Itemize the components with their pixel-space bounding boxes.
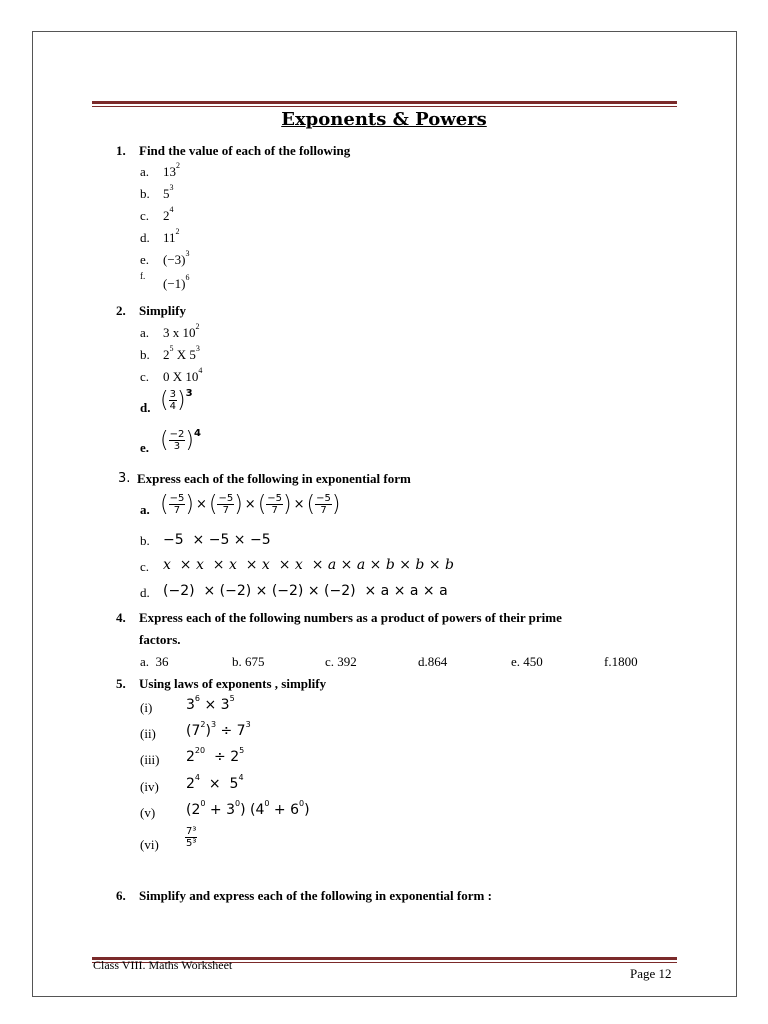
q4-number: 4. bbox=[116, 610, 126, 625]
q3-a-value: ( $\frac{-5}{7}$ ) ×( $\frac{-5}{7}$ ) ×( $\frac{-5}{7}$ ) ×( $\frac{-5}{7}$ ) bbox=[160, 492, 341, 517]
q4-item-d: d.864 bbox=[418, 654, 448, 669]
q5-number: 5. bbox=[116, 676, 126, 691]
q1-c-value: $2^4$ bbox=[163, 205, 174, 223]
footer-page-number: Page 12 bbox=[630, 966, 672, 981]
q3-d-value: (−2) × (−2) × (−2) × (−2) × a × a × a bbox=[163, 583, 448, 599]
q5-iii-label: (iii) bbox=[140, 752, 160, 767]
q1-number: 1. bbox=[116, 143, 126, 158]
q1-b-value: $5^3$ bbox=[163, 183, 174, 201]
q1-d-label: d. bbox=[140, 230, 150, 245]
q4-item-b: b. 675 bbox=[232, 654, 265, 669]
q2-text: Simplify bbox=[139, 303, 186, 318]
q5-iv-value: $2^4 \times 5^4$ bbox=[186, 773, 244, 792]
q6-number: 6. bbox=[116, 888, 126, 903]
q3-c-value: x × x × x × x × x × a × a × b × b × b bbox=[163, 557, 454, 573]
q1-f-label: f. bbox=[140, 271, 146, 281]
q1-e-value: $(-3)^3$ bbox=[163, 249, 190, 267]
q6-text: Simplify and express each of the following in exponential form : bbox=[139, 888, 492, 903]
q2-c-label: c. bbox=[140, 369, 150, 384]
q1-a-value: $13^2$ bbox=[163, 161, 180, 179]
q5-iii-value: $2^{20} \div 2^5$ bbox=[186, 746, 245, 765]
q1-f-value: $(-1)^6$ bbox=[163, 273, 190, 291]
q2-e-label: e. bbox=[140, 440, 150, 455]
q3-b-label: b. bbox=[140, 533, 150, 548]
q4-text-line2: factors. bbox=[139, 632, 181, 647]
q5-i-value: $3^6 \times 3^5$ bbox=[186, 694, 235, 713]
header-rule-thin bbox=[92, 106, 677, 107]
q5-text: Using laws of exponents , simplify bbox=[139, 676, 327, 691]
q3-d-label: d. bbox=[140, 585, 150, 600]
q3-c-label: c. bbox=[140, 559, 150, 574]
q4-item-f: f.1800 bbox=[604, 654, 638, 669]
q1-b-label: b. bbox=[140, 186, 150, 201]
page-border bbox=[32, 31, 737, 997]
q2-e-value: ( $\frac{-2}{3}$ )$^4$ bbox=[160, 428, 201, 453]
q2-d-label: d. bbox=[140, 400, 151, 415]
q4-item-e: e. 450 bbox=[511, 654, 543, 669]
q1-c-label: c. bbox=[140, 208, 150, 223]
header-rule bbox=[92, 101, 677, 104]
q1-e-label: e. bbox=[140, 252, 150, 267]
q4-item-a: a. 36 bbox=[140, 654, 169, 669]
q5-ii-label: (ii) bbox=[140, 726, 156, 741]
q3-text: Express each of the following in exponential form bbox=[137, 471, 411, 486]
q2-d-value: ( $\frac{3}{4}$ )$^3$ bbox=[160, 388, 193, 413]
q4-text-line1: Express each of the following numbers as a product of powers of their prime bbox=[139, 610, 562, 625]
q2-b-label: b. bbox=[140, 347, 150, 362]
q5-v-label: (v) bbox=[140, 805, 156, 820]
q5-v-value: $(2^0 + 3^0) (4^0 + 6^0)$ bbox=[186, 799, 310, 818]
q2-number: 2. bbox=[116, 303, 126, 318]
q3-a-label: a. bbox=[140, 502, 150, 517]
q1-text: Find the value of each of the following bbox=[139, 143, 351, 158]
q2-c-value: 0 X $10^4$ bbox=[163, 366, 203, 384]
q2-b-value: $2^5$ X $5^3$ bbox=[163, 344, 200, 362]
q1-d-value: $11^2$ bbox=[163, 227, 180, 245]
q2-a-label: a. bbox=[140, 325, 150, 340]
q5-iv-label: (iv) bbox=[140, 779, 159, 794]
q3-b-value: −5 × −5 × −5 bbox=[163, 532, 271, 548]
q5-vi-value: $\frac{\text{7³}}{\text{5³}}$ bbox=[186, 826, 197, 849]
q5-i-label: (i) bbox=[140, 700, 153, 715]
q4-item-c: c. 392 bbox=[325, 654, 357, 669]
q2-a-value: 3 x $10^2$ bbox=[163, 322, 200, 340]
q3-number: 3. bbox=[118, 471, 131, 486]
footer-class-label: Class VIII. Maths Worksheet bbox=[93, 958, 233, 972]
q5-vi-label: (vi) bbox=[140, 837, 159, 852]
page-title: Exponents & Powers bbox=[281, 109, 487, 130]
q1-a-label: a. bbox=[140, 164, 150, 179]
q5-ii-value: $(7^2)^3 \div 7^3$ bbox=[186, 720, 251, 739]
